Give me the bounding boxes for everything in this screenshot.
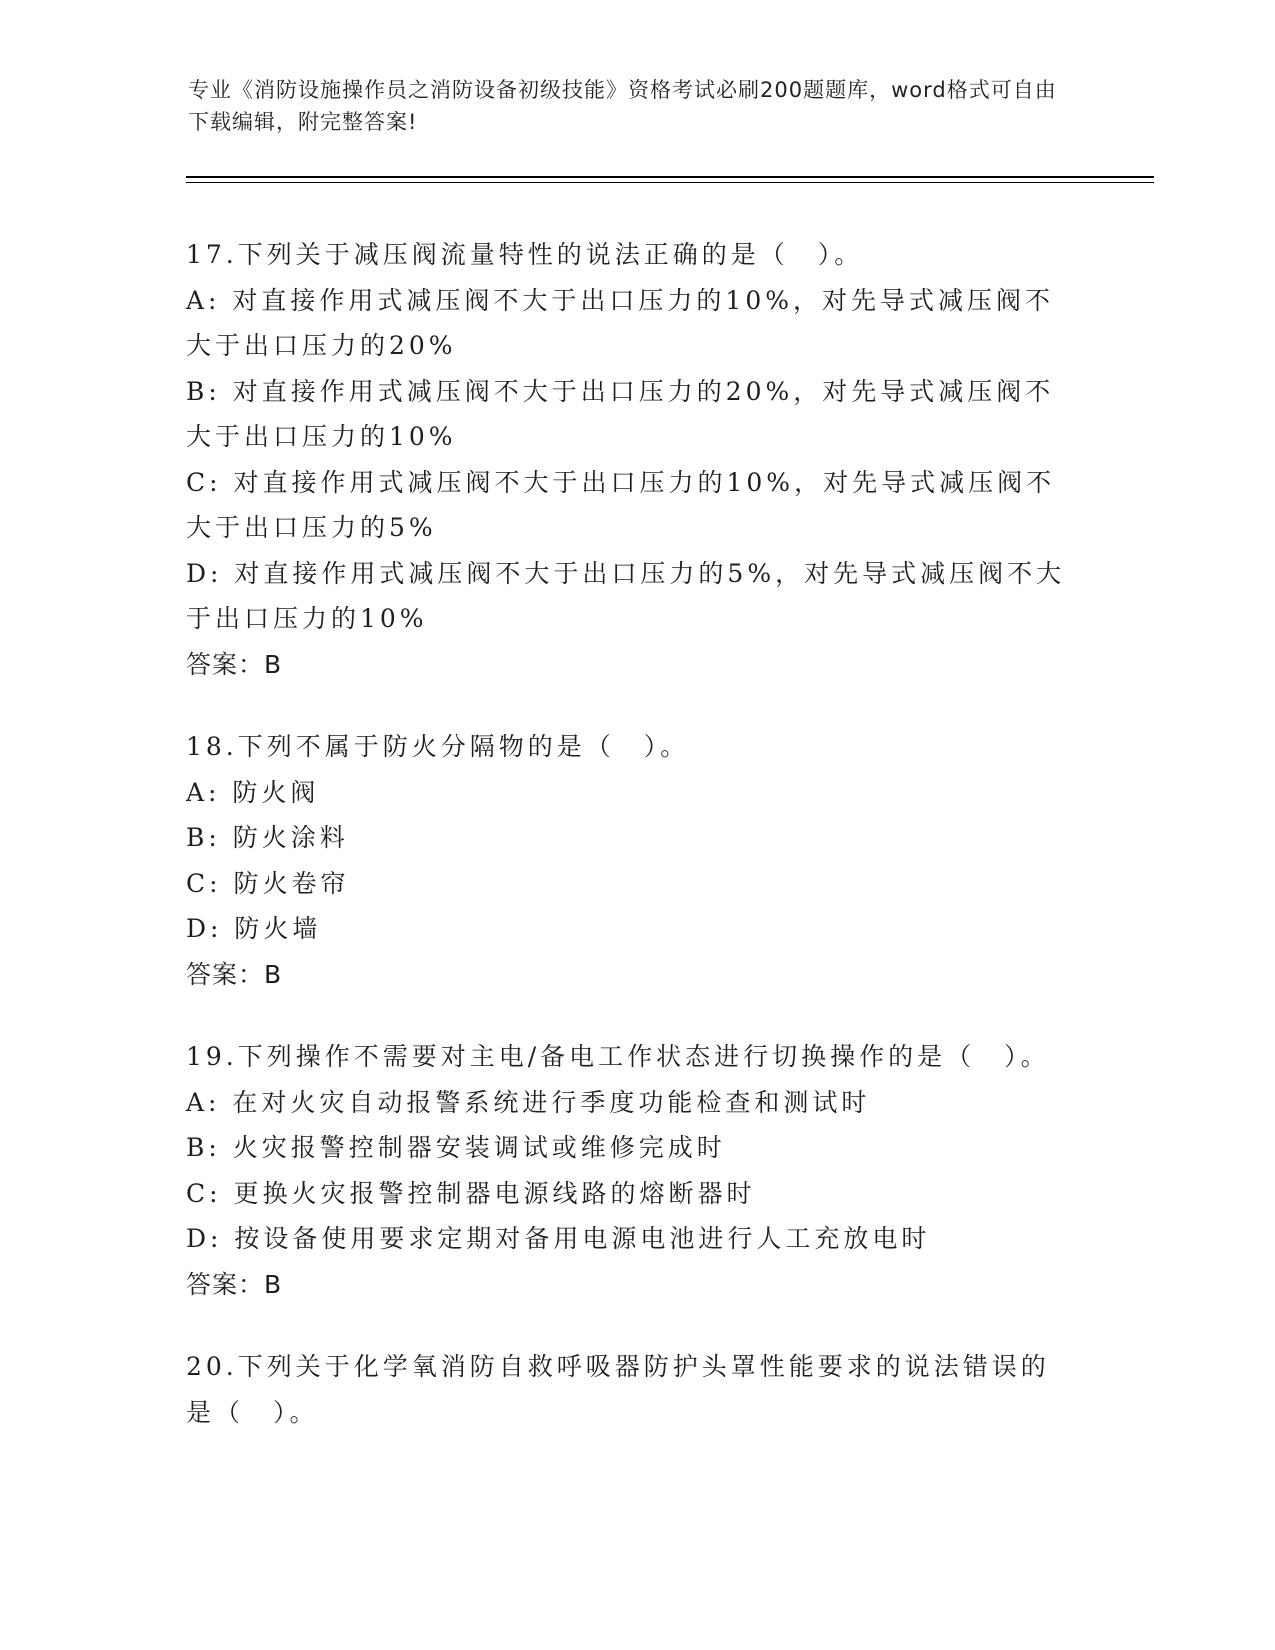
question-19 (186, 1034, 1076, 1307)
question-list (186, 232, 1076, 1472)
question-stem: 18.下列不属于防火分隔物的是（ ）。 (186, 732, 690, 761)
option-c: C: 对直接作用式减压阀不大于出口压力的10%，对先导式减压阀不大于出口压力的5% (186, 467, 1056, 542)
question-18 (186, 724, 1076, 997)
document-header: 专业《消防设施操作员之消防设备初级技能》资格考试必刷200题题库，word格式可自由下载编辑，附完整答案! (188, 78, 1057, 134)
header-divider-thick (186, 176, 1154, 178)
option-c: C: 防火卷帘 (186, 868, 350, 898)
option-d: D: 按设备使用要求定期对备用电源电池进行人工充放电时 (186, 1224, 931, 1253)
question-17 (186, 232, 1076, 687)
question-stem: 19.下列操作不需要对主电/备电工作状态进行切换操作的是（ ）。 (186, 1042, 1050, 1071)
option-c: C: 更换火灾报警控制器电源线路的熔断器时 (186, 1178, 756, 1208)
question-stem: 17.下列关于减压阀流量特性的说法正确的是（ ）。 (186, 240, 864, 269)
option-d: D: 对直接作用式减压阀不大于出口压力的5%，对先导式减压阀不大于出口压力的10% (186, 558, 1066, 633)
option-b: B: 防火涂料 (186, 823, 349, 852)
option-a: A: 对直接作用式减压阀不大于出口压力的10%，对先导式减压阀不大于出口压力的20% (186, 285, 1054, 360)
answer: 答案：B (186, 1269, 283, 1299)
answer: 答案：B (186, 959, 283, 989)
option-a: A: 防火阀 (186, 777, 320, 807)
option-d: D: 防火墙 (186, 914, 322, 943)
header-divider-thin (186, 182, 1154, 183)
question-stem: 20.下列关于化学氧消防自救呼吸器防护头罩性能要求的说法错误的是（ ）。 (186, 1352, 1050, 1427)
option-a: A: 在对火灾自动报警系统进行季度功能检查和测试时 (186, 1087, 871, 1117)
option-b: B: 火灾报警控制器安装调试或维修完成时 (186, 1133, 726, 1162)
question-20 (186, 1344, 1076, 1435)
option-b: B: 对直接作用式减压阀不大于出口压力的20%，对先导式减压阀不大于出口压力的10% (186, 376, 1055, 451)
answer: 答案：B (186, 649, 283, 679)
